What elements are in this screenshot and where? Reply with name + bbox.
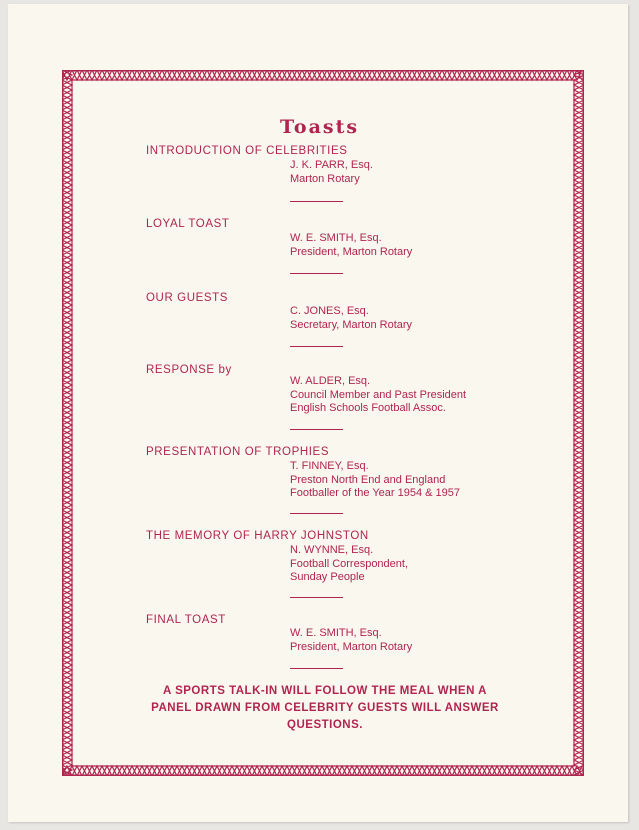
toast-speaker: W. E. SMITH, Esq. [290,232,382,244]
toast-heading: THE MEMORY OF HARRY JOHNSTON [146,530,369,542]
section-divider [290,346,343,347]
toast-details [290,232,412,259]
toast-details [290,460,460,501]
toast-heading: RESPONSE by [146,364,232,376]
closing-note-line: PANEL DRAWN FROM CELEBRITY GUESTS WILL ANSWER [151,702,499,714]
toast-speaker: T. FINNEY, Esq. [290,460,369,472]
toast-affiliation: Footballer of the Year 1954 & 1957 [290,487,461,499]
toast-speaker: W. E. SMITH, Esq. [290,627,382,639]
toast-affiliation: Sunday People [290,571,365,583]
toast-affiliation: Football Correspondent, [290,557,409,570]
closing-note-line: A SPORTS TALK-IN WILL FOLLOW THE MEAL WHEN A [163,685,487,697]
toast-speaker: J. K. PARR, Esq. [290,159,373,171]
section-divider [290,513,343,514]
toast-affiliation: Preston North End and England [290,473,446,486]
toast-details [290,627,412,654]
section-divider [290,668,343,669]
section-divider [290,597,343,598]
section-divider [290,273,343,274]
toast-affiliation: English Schools Football Assoc. [290,402,446,414]
toast-affiliation: Secretary, Marton Rotary [290,318,413,331]
toast-affiliation: President, Marton Rotary [290,245,413,258]
toast-affiliation: Marton Rotary [290,172,360,185]
toast-speaker: N. WYNNE, Esq. [290,544,374,556]
toast-details [290,544,408,585]
section-divider [290,429,343,430]
toast-details [290,375,466,416]
toast-speaker: W. ALDER, Esq. [290,375,371,387]
toast-details [290,159,373,186]
toast-heading: FINAL TOAST [146,614,226,626]
toast-details [290,305,412,332]
toast-affiliation: President, Marton Rotary [290,640,413,653]
closing-note-line: QUESTIONS. [287,719,363,731]
toast-speaker: C. JONES, Esq. [290,305,369,317]
closing-note [130,683,520,734]
toast-heading: INTRODUCTION OF CELEBRITIES [146,145,348,157]
section-divider [290,201,343,202]
toast-heading: LOYAL TOAST [146,218,230,230]
toast-heading: OUR GUESTS [146,292,229,304]
toast-heading: PRESENTATION OF TROPHIES [146,446,330,458]
page-title: Toasts [279,116,360,138]
toast-affiliation: Council Member and Past President [290,388,467,401]
